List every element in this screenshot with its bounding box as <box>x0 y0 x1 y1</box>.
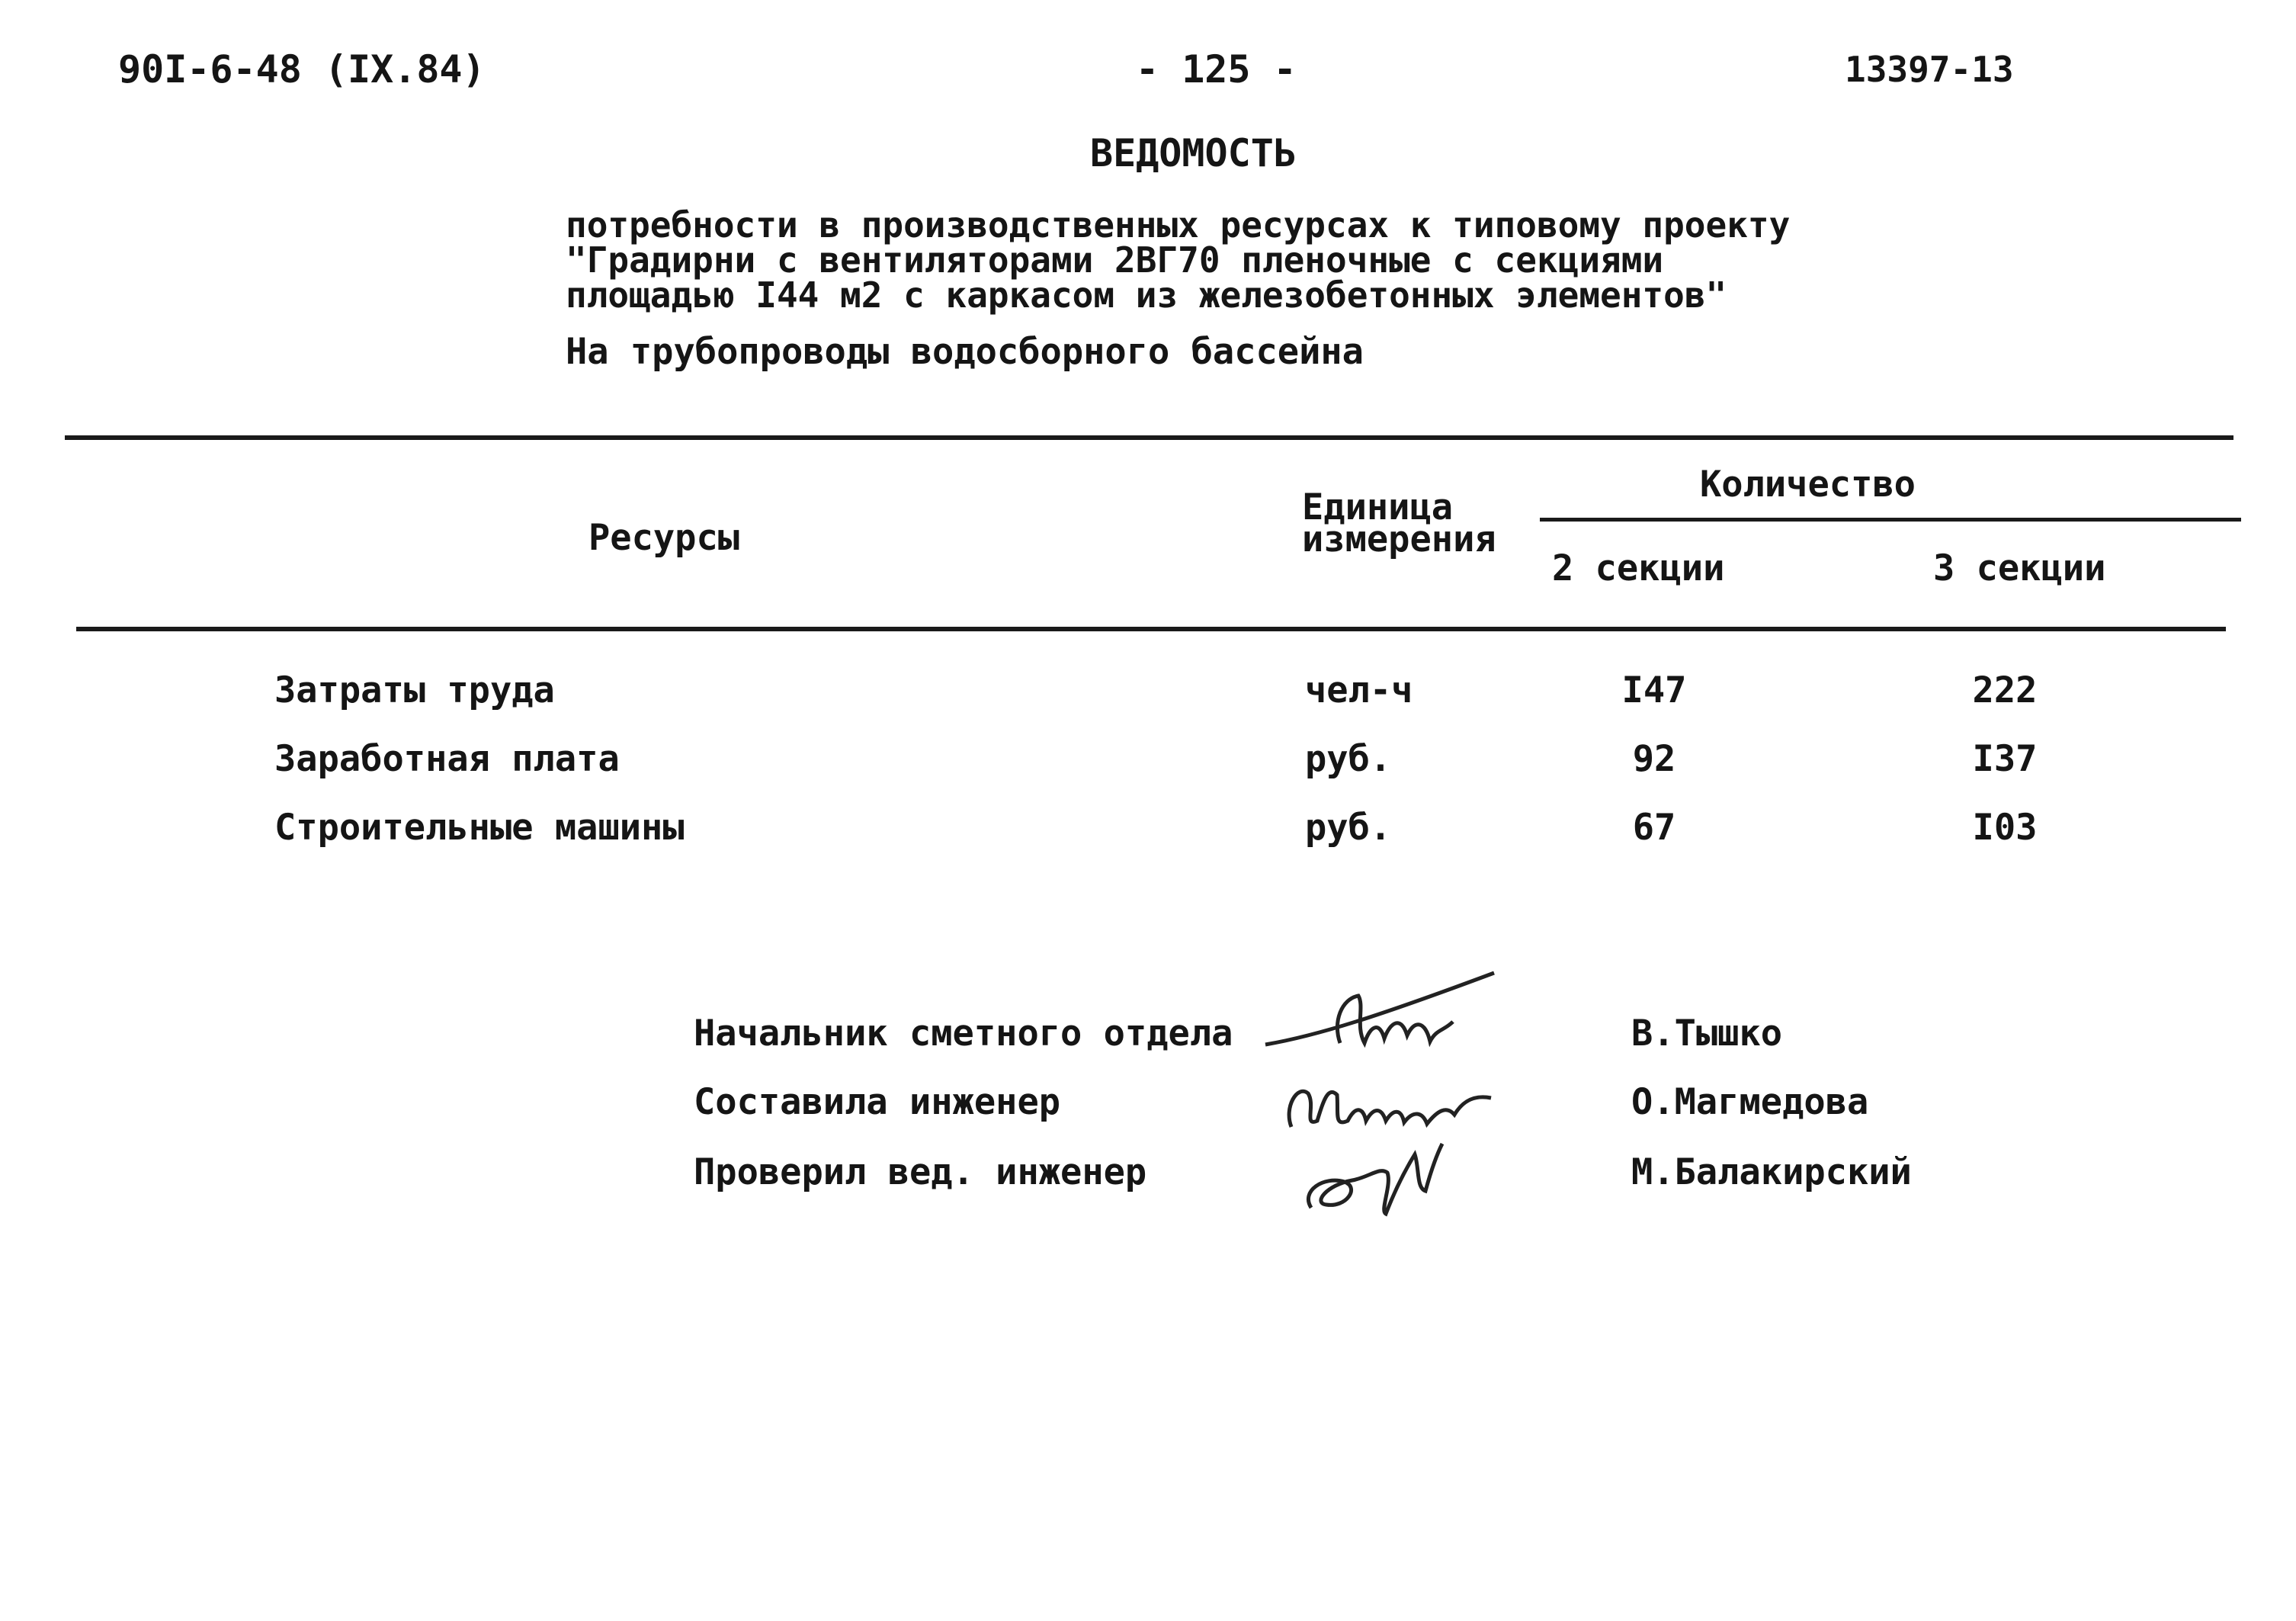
signer-name: В.Тышко <box>1631 1013 1783 1054</box>
page-number: - 125 - <box>1136 47 1297 91</box>
resource-unit: руб. <box>1305 738 1392 780</box>
resource-unit: руб. <box>1305 807 1392 849</box>
header-resources: Ресурсы <box>588 517 740 559</box>
table-header-rule <box>76 627 2226 631</box>
resource-name: Затраты труда <box>274 669 555 711</box>
subtitle-line-3: площадью I44 м2 с каркасом из железобетонных элементов" <box>566 274 1727 316</box>
header-unit-line2: измерения <box>1302 518 1496 560</box>
value-3-sections: I37 <box>1972 738 2038 780</box>
resource-name: Заработная плата <box>274 738 620 780</box>
table-top-rule <box>65 435 2233 440</box>
table-row <box>0 807 2296 868</box>
handwritten-signature <box>1250 968 1509 1067</box>
value-2-sections: 67 <box>1632 807 1676 849</box>
resource-unit: чел-ч <box>1305 669 1413 711</box>
signer-role: Проверил вед. инженер <box>694 1151 1147 1193</box>
subtitle-line-2: "Градирни с вентиляторами 2ВГ70 пленочные с секциями <box>566 239 1664 281</box>
header-2-sections: 2 секции <box>1552 547 1725 589</box>
value-3-sections: I03 <box>1972 807 2038 849</box>
quantity-rule <box>1540 518 2241 522</box>
resource-name: Строительные машины <box>274 807 685 849</box>
value-2-sections: I47 <box>1621 669 1687 711</box>
handwritten-signature <box>1296 1128 1448 1220</box>
section-heading: На трубопроводы водосборного бассейна <box>566 331 1364 373</box>
value-2-sections: 92 <box>1632 738 1676 780</box>
signer-role: Начальник сметного отдела <box>694 1013 1233 1054</box>
subtitle-line-1: потребности в производственных ресурсах к типовому проекту <box>566 204 1791 246</box>
document-code: 90I-6-48 (IX.84) <box>118 47 486 91</box>
header-unit-line1: Единица <box>1302 486 1454 528</box>
signer-role: Составила инженер <box>694 1081 1061 1123</box>
signer-name: М.Балакирский <box>1631 1151 1912 1193</box>
document-title: ВЕДОМОСТЬ <box>1090 131 1297 175</box>
table-row <box>0 738 2296 799</box>
table-row <box>0 669 2296 730</box>
value-3-sections: 222 <box>1972 669 2038 711</box>
sheet-number: 13397-13 <box>1845 49 2014 90</box>
signer-name: О.Магмедова <box>1631 1081 1869 1123</box>
header-3-sections: 3 секции <box>1933 547 2106 589</box>
header-quantity: Количество <box>1700 464 1916 506</box>
